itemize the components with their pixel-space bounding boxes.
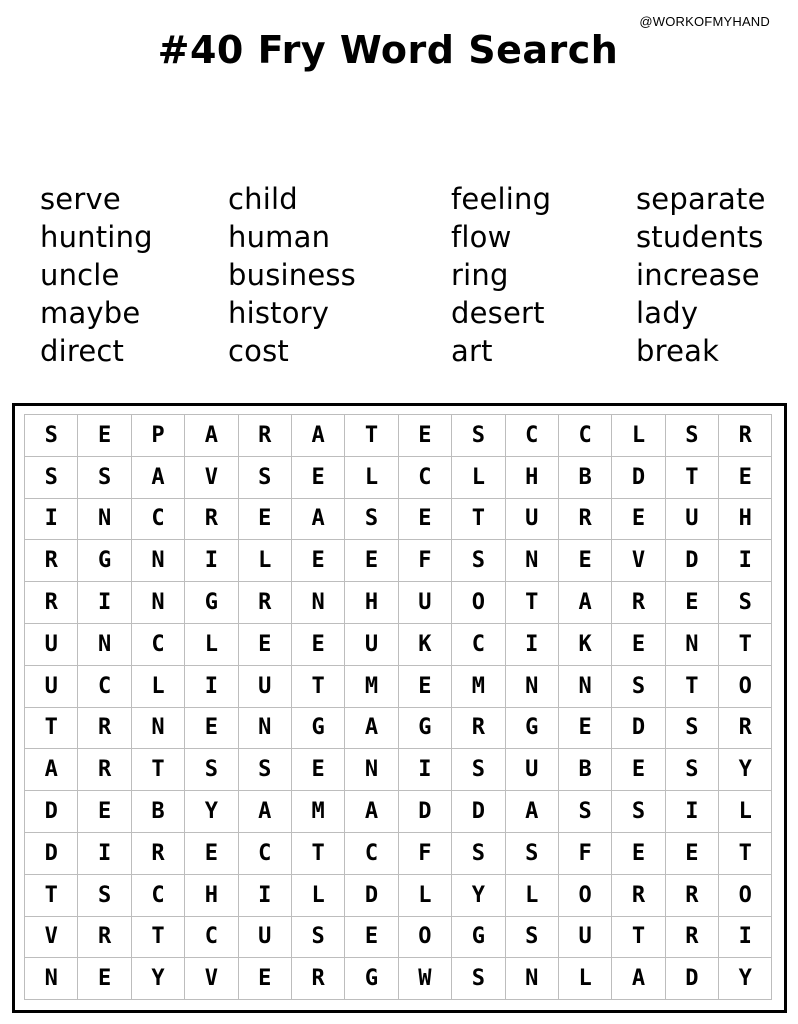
grid-cell: I [719, 540, 772, 582]
letter-grid [24, 414, 772, 1000]
grid-cell: D [612, 708, 665, 750]
grid-cell: B [559, 457, 612, 499]
grid-cell: V [185, 457, 238, 499]
grid-cell: O [452, 582, 505, 624]
page-title: #40 Fry Word Search [157, 28, 619, 72]
grid-cell: R [132, 833, 185, 875]
grid-cell: A [239, 791, 292, 833]
grid-cell: I [399, 749, 452, 791]
word-item: art [451, 334, 493, 368]
grid-cell: D [666, 540, 719, 582]
grid-cell: E [399, 499, 452, 541]
grid-cell: E [292, 624, 345, 666]
grid-cell: S [452, 833, 505, 875]
grid-cell: E [239, 624, 292, 666]
grid-cell: I [78, 582, 131, 624]
grid-cell: G [78, 540, 131, 582]
grid-cell: Y [452, 875, 505, 917]
grid-cell: E [612, 499, 665, 541]
grid-cell: T [666, 666, 719, 708]
word-column-4 [636, 180, 766, 370]
grid-cell: W [399, 958, 452, 1000]
grid-cell: V [25, 917, 78, 959]
grid-cell: S [452, 749, 505, 791]
grid-cell: S [559, 791, 612, 833]
grid-cell: S [719, 582, 772, 624]
grid-cell: T [132, 917, 185, 959]
grid-cell: I [506, 624, 559, 666]
grid-cell: U [239, 666, 292, 708]
grid-cell: C [239, 833, 292, 875]
word-item: child [228, 182, 298, 216]
grid-cell: R [612, 875, 665, 917]
grid-cell: I [25, 499, 78, 541]
grid-cell: S [345, 499, 398, 541]
grid-cell: H [185, 875, 238, 917]
word-item: human [228, 220, 331, 254]
grid-cell: T [612, 917, 665, 959]
grid-cell: A [25, 749, 78, 791]
grid-cell: A [506, 791, 559, 833]
grid-cell: C [132, 499, 185, 541]
grid-cell: O [719, 666, 772, 708]
grid-cell: I [185, 540, 238, 582]
grid-cell: A [345, 791, 398, 833]
grid-cell: L [719, 791, 772, 833]
grid-cell: A [292, 499, 345, 541]
grid-cell: N [132, 540, 185, 582]
grid-cell: S [666, 749, 719, 791]
grid-cell: Y [719, 749, 772, 791]
grid-cell: L [506, 875, 559, 917]
grid-cell: R [25, 582, 78, 624]
grid-cell: G [185, 582, 238, 624]
grid-cell: M [345, 666, 398, 708]
grid-cell: S [25, 457, 78, 499]
grid-cell: E [292, 749, 345, 791]
grid-cell: S [185, 749, 238, 791]
grid-cell: P [132, 415, 185, 457]
grid-cell: L [452, 457, 505, 499]
grid-cell: E [559, 708, 612, 750]
grid-cell: N [239, 708, 292, 750]
grid-cell: E [612, 749, 665, 791]
grid-cell: I [239, 875, 292, 917]
grid-cell: R [239, 582, 292, 624]
grid-cell: T [719, 833, 772, 875]
grid-cell: E [239, 958, 292, 1000]
grid-cell: S [612, 666, 665, 708]
grid-cell: T [292, 833, 345, 875]
grid-cell: R [78, 917, 131, 959]
grid-cell: S [452, 415, 505, 457]
grid-cell: T [25, 875, 78, 917]
grid-cell: S [612, 791, 665, 833]
grid-cell: G [452, 917, 505, 959]
grid-cell: S [452, 958, 505, 1000]
grid-cell: T [506, 582, 559, 624]
grid-cell: S [239, 457, 292, 499]
word-column-1 [40, 180, 153, 370]
grid-cell: L [239, 540, 292, 582]
grid-cell: S [78, 875, 131, 917]
grid-cell: E [612, 833, 665, 875]
word-item: history [228, 296, 330, 330]
word-item: increase [636, 258, 760, 292]
grid-cell: O [719, 875, 772, 917]
grid-cell: M [292, 791, 345, 833]
grid-cell: B [559, 749, 612, 791]
grid-cell: E [399, 415, 452, 457]
grid-cell: S [506, 833, 559, 875]
grid-cell: K [559, 624, 612, 666]
grid-cell: F [559, 833, 612, 875]
grid-cell: A [185, 415, 238, 457]
grid-cell: C [399, 457, 452, 499]
grid-cell: I [666, 791, 719, 833]
word-item: flow [451, 220, 512, 254]
word-item: students [636, 220, 764, 254]
word-column-3 [451, 180, 551, 370]
word-item: separate [636, 182, 766, 216]
grid-cell: N [666, 624, 719, 666]
grid-cell: S [292, 917, 345, 959]
grid-cell: G [292, 708, 345, 750]
grid-cell: M [452, 666, 505, 708]
grid-cell: H [506, 457, 559, 499]
grid-cell: U [666, 499, 719, 541]
grid-cell: F [399, 833, 452, 875]
grid-cell: R [559, 499, 612, 541]
author-credit: @WORKOFMYHAND [639, 14, 770, 29]
grid-cell: R [452, 708, 505, 750]
grid-cell: T [345, 415, 398, 457]
grid-cell: A [559, 582, 612, 624]
grid-cell: S [506, 917, 559, 959]
grid-cell: U [239, 917, 292, 959]
grid-cell: K [399, 624, 452, 666]
grid-cell: D [452, 791, 505, 833]
grid-cell: E [292, 540, 345, 582]
grid-cell: L [292, 875, 345, 917]
grid-cell: O [399, 917, 452, 959]
grid-cell: I [719, 917, 772, 959]
grid-cell: H [719, 499, 772, 541]
grid-cell: N [78, 624, 131, 666]
grid-cell: E [239, 499, 292, 541]
word-item: cost [228, 334, 289, 368]
word-item: feeling [451, 182, 552, 216]
grid-cell: R [292, 958, 345, 1000]
grid-cell: N [506, 666, 559, 708]
word-item: ring [451, 258, 509, 292]
grid-cell: E [719, 457, 772, 499]
word-item: maybe [40, 296, 141, 330]
grid-cell: R [239, 415, 292, 457]
grid-cell: S [78, 457, 131, 499]
grid-cell: T [292, 666, 345, 708]
grid-cell: N [132, 582, 185, 624]
grid-cell: C [559, 415, 612, 457]
grid-cell: A [132, 457, 185, 499]
grid-cell: S [239, 749, 292, 791]
word-item: desert [451, 296, 545, 330]
grid-cell: C [345, 833, 398, 875]
grid-cell: Y [719, 958, 772, 1000]
grid-cell: G [345, 958, 398, 1000]
grid-cell: E [345, 540, 398, 582]
grid-cell: Y [132, 958, 185, 1000]
grid-cell: E [78, 958, 131, 1000]
word-item: hunting [40, 220, 153, 254]
grid-cell: V [612, 540, 665, 582]
grid-cell: U [399, 582, 452, 624]
grid-cell: U [506, 499, 559, 541]
grid-cell: R [185, 499, 238, 541]
grid-cell: U [506, 749, 559, 791]
grid-cell: E [78, 415, 131, 457]
grid-cell: A [345, 708, 398, 750]
grid-cell: R [666, 875, 719, 917]
grid-cell: T [666, 457, 719, 499]
puzzle-frame [12, 403, 787, 1013]
grid-cell: T [719, 624, 772, 666]
grid-cell: T [132, 749, 185, 791]
grid-cell: E [612, 624, 665, 666]
grid-cell: R [25, 540, 78, 582]
grid-cell: L [399, 875, 452, 917]
grid-cell: D [25, 833, 78, 875]
grid-cell: G [506, 708, 559, 750]
grid-cell: R [78, 708, 131, 750]
word-item: lady [636, 296, 699, 330]
grid-cell: A [292, 415, 345, 457]
grid-cell: C [132, 875, 185, 917]
grid-cell: N [78, 499, 131, 541]
grid-cell: I [185, 666, 238, 708]
grid-cell: L [345, 457, 398, 499]
grid-cell: U [559, 917, 612, 959]
word-item: uncle [40, 258, 120, 292]
grid-cell: E [292, 457, 345, 499]
grid-cell: D [666, 958, 719, 1000]
grid-cell: N [559, 666, 612, 708]
grid-cell: C [506, 415, 559, 457]
grid-cell: T [452, 499, 505, 541]
grid-cell: D [25, 791, 78, 833]
grid-cell: N [506, 958, 559, 1000]
grid-cell: T [25, 708, 78, 750]
grid-cell: O [559, 875, 612, 917]
grid-cell: Y [185, 791, 238, 833]
grid-cell: R [719, 708, 772, 750]
grid-cell: C [185, 917, 238, 959]
grid-cell: L [559, 958, 612, 1000]
grid-cell: E [559, 540, 612, 582]
grid-cell: N [292, 582, 345, 624]
grid-cell: D [399, 791, 452, 833]
grid-cell: L [612, 415, 665, 457]
grid-cell: R [78, 749, 131, 791]
grid-cell: E [666, 582, 719, 624]
grid-cell: D [345, 875, 398, 917]
word-column-2 [228, 180, 356, 370]
grid-cell: U [25, 666, 78, 708]
grid-cell: S [666, 415, 719, 457]
word-list [40, 180, 798, 380]
grid-cell: D [612, 457, 665, 499]
word-item: break [636, 334, 720, 368]
grid-cell: U [25, 624, 78, 666]
grid-cell: H [345, 582, 398, 624]
grid-cell: C [452, 624, 505, 666]
grid-cell: S [25, 415, 78, 457]
grid-cell: G [399, 708, 452, 750]
grid-cell: I [78, 833, 131, 875]
grid-cell: R [612, 582, 665, 624]
grid-cell: E [399, 666, 452, 708]
grid-cell: N [345, 749, 398, 791]
grid-cell: N [132, 708, 185, 750]
word-item: serve [40, 182, 121, 216]
grid-cell: C [78, 666, 131, 708]
grid-cell: L [185, 624, 238, 666]
grid-cell: S [666, 708, 719, 750]
word-item: direct [40, 334, 125, 368]
grid-cell: R [666, 917, 719, 959]
grid-cell: E [185, 708, 238, 750]
grid-cell: C [132, 624, 185, 666]
grid-cell: V [185, 958, 238, 1000]
grid-cell: N [506, 540, 559, 582]
grid-cell: E [345, 917, 398, 959]
word-item: business [228, 258, 356, 292]
grid-cell: A [612, 958, 665, 1000]
grid-cell: N [25, 958, 78, 1000]
grid-cell: U [345, 624, 398, 666]
grid-cell: R [719, 415, 772, 457]
grid-cell: E [185, 833, 238, 875]
grid-cell: E [78, 791, 131, 833]
grid-cell: S [452, 540, 505, 582]
grid-cell: L [132, 666, 185, 708]
grid-cell: B [132, 791, 185, 833]
grid-cell: F [399, 540, 452, 582]
grid-cell: E [666, 833, 719, 875]
